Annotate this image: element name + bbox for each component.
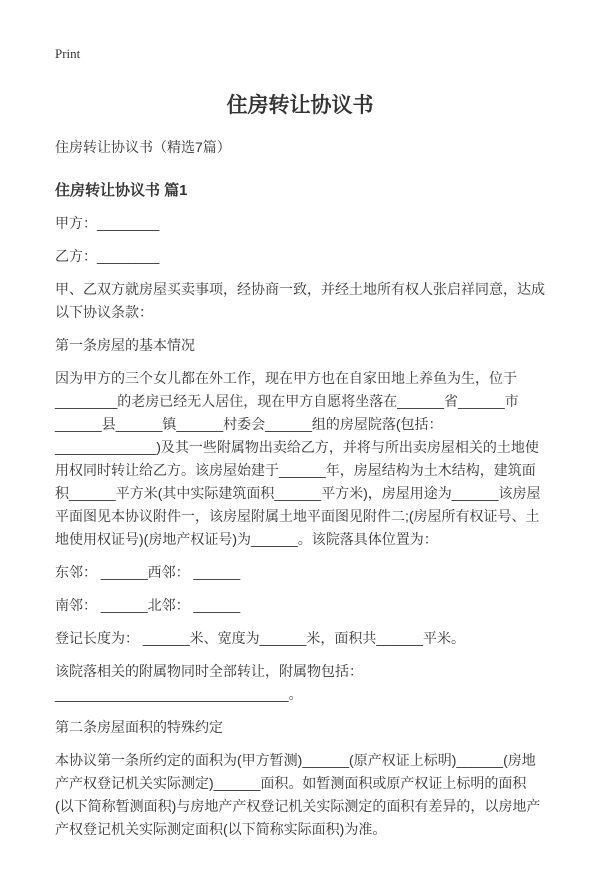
section2-paragraph: 本协议第一条所约定的面积为(甲方暂测)______(原产权证上标明)______(房地产产权登记机关实际测定)______面积。如暂测面积或原产权证上标明的面积(以下简称暂测面积)与房地产产权登记机关实际测定的面积有差异的，以房地产产权登记机关实际测定面积(以下简称实际面积)为准。	[55, 752, 541, 837]
attachments-intro-line: 该院落相关的附属物同时全部转让，附属物包括：	[55, 663, 363, 679]
print-link[interactable]: Print	[55, 46, 81, 61]
collection-subtitle: 住房转让协议书（精选7篇）	[55, 139, 231, 155]
section2-heading: 第二条房屋面积的特殊约定	[55, 719, 223, 735]
intro-paragraph: 甲、乙双方就房屋买卖事项，经协商一致，并经土地所有权人张启祥同意，达成以下协议条款：	[55, 281, 545, 320]
article-heading: 住房转让协议书 篇1	[55, 182, 188, 199]
dimensions-line: 登记长度为： ______米、宽度为______米，面积共______平米。	[55, 630, 466, 646]
section1-paragraph: 因为甲方的三个女儿都在外工作，现在甲方也在自家田地上养鱼为生，位于________的老房已经无人居住，现在甲方自愿将坐落在______省______市______县______镇______村委会______组的房屋院落(包括：_____________)及其一些附属物出卖给乙方，并将与所出卖房屋相关的土地使用权同时转让给乙方。该房屋始建于______年，房屋结构为土木结构，建筑面积______平方米(其中实际建筑面积______平方米)，房屋用途为______该房屋平面图见本协议附件一，该房屋附属土地平面图见附件二;(房屋所有权证号、土地使用权证号)(房地产权证号)为______。该院落具体位置为：	[55, 370, 541, 547]
attachments-blank-line: ______________________________。	[55, 686, 303, 702]
party-a-line: 甲方：________	[55, 215, 160, 231]
page-title: 住房转让协议书	[226, 94, 374, 117]
neighbors-east-west-line: 东邻： ______西邻： ______	[55, 564, 241, 580]
section1-heading: 第一条房屋的基本情况	[55, 337, 195, 353]
neighbors-south-north-line: 南邻： ______北邻： ______	[55, 597, 241, 613]
party-b-line: 乙方：________	[55, 248, 160, 264]
